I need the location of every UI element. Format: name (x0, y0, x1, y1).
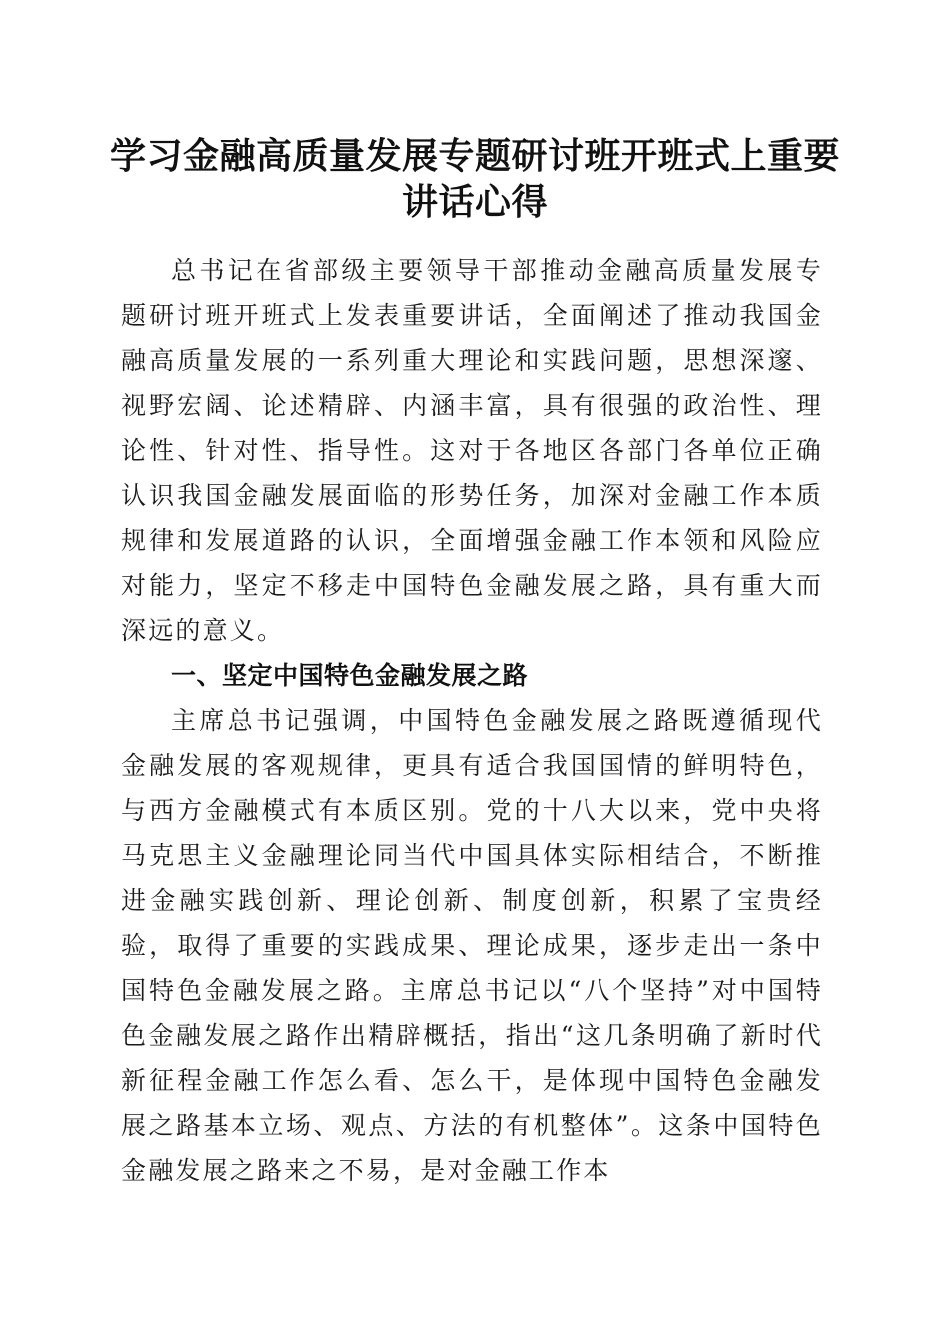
section-heading-1: 一、坚定中国特色金融发展之路 (171, 661, 529, 690)
document-body (121, 248, 823, 1193)
intro-paragraph: 总书记在省部级主要领导干部推动金融高质量发展专题研讨班开班式上发表重要讲话，全面阐述了推动我国金融高质量发展的一系列重大理论和实践问题，思想深邃、视野宏阔、论述精辟、内涵丰富，具有很强的政治性、理论性、针对性、指导性。这对于各地区各部门各单位正确认识我国金融发展面临的形势任务，加深对金融工作本质规律和发展道路的认识，全面增强金融工作本领和风险应对能力，坚定不移走中国特色金融发展之路，具有重大而深远的意义。 (121, 256, 823, 645)
title-line-1: 学习金融高质量发展专题研讨班开班式上重要 (110, 135, 841, 177)
section-1-paragraph: 主席总书记强调，中国特色金融发展之路既遵循现代金融发展的客观规律，更具有适合我国国情的鲜明特色，与西方金融模式有本质区别。党的十八大以来，党中央将马克思主义金融理论同当代中国具体实际相结合，不断推进金融实践创新、理论创新、制度创新，积累了宝贵经验，取得了重要的实践成果、理论成果，逐步走出一条中国特色金融发展之路。主席总书记以“八个坚持”对中国特色金融发展之路作出精辟概括，指出“这几条明确了新时代新征程金融工作怎么看、怎么干，是体现中国特色金融发展之路基本立场、观点、方法的有机整体”。这条中国特色金融发展之路来之不易，是对金融工作本 (121, 706, 823, 1185)
title-line-2: 讲话心得 (401, 181, 548, 223)
document-title (110, 133, 840, 225)
